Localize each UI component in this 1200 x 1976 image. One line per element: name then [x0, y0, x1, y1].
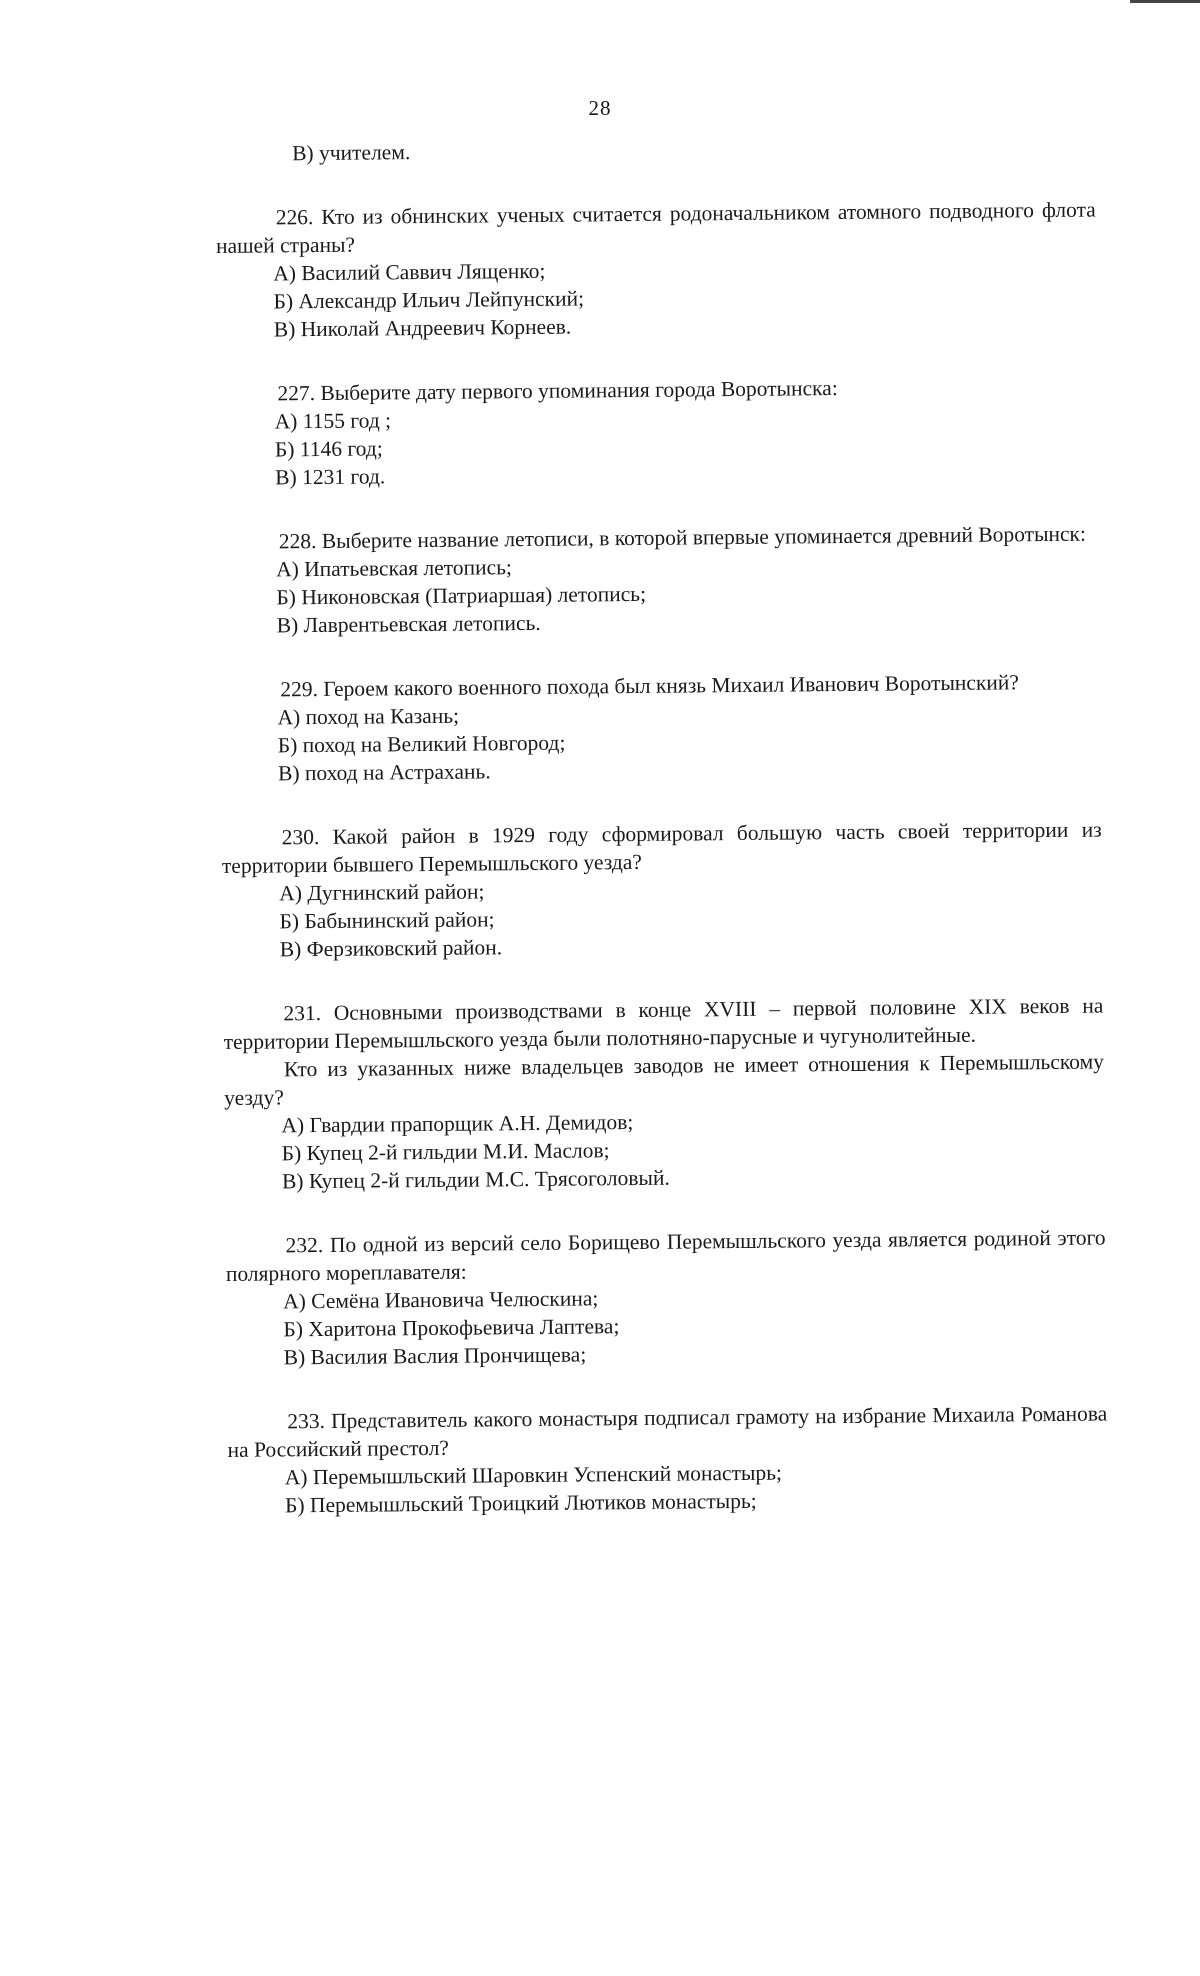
answer-options [218, 400, 1099, 492]
answer-option: Б) Купец 2-й гильдии М.И. Маслов; [281, 1138, 610, 1166]
answer-options [228, 1455, 1108, 1519]
answer-option: А) Семёна Ивановича Челюскина; [283, 1286, 599, 1314]
answer-options [226, 1279, 1107, 1371]
question-230 [222, 816, 1103, 964]
answer-option: А) поход на Казань; [277, 703, 460, 730]
answer-option: В) поход на Астрахань. [277, 759, 491, 786]
answer-option: Б) Перемышльский Троицкий Лютиков монастырь; [284, 1488, 757, 1518]
answer-options [222, 872, 1103, 964]
answer-option: Б) Харитона Прокофьевича Лаптева; [283, 1314, 620, 1342]
answer-option: А) Перемышльский Шаровкин Успенский монастырь; [284, 1460, 783, 1490]
answer-option: А) Гвардии прапорщик А.Н. Демидов; [281, 1110, 634, 1138]
answer-option: Б) поход на Великий Новгород; [277, 730, 566, 758]
question-text: 233. Представитель какого монастыря подписал грамоту на избрание Михаила Романова на Российский престол? [227, 1401, 1108, 1462]
question-229 [220, 668, 1101, 788]
answer-option: А) Ипатьевская летопись; [276, 555, 513, 582]
answer-option: А) Дугнинский район; [279, 879, 485, 906]
question-text: 226. Кто из обнинских ученых считается родоначальником атомного подводного флота нашей страны? [215, 197, 1096, 258]
answer-option: В) Лаврентьевская летопись. [276, 610, 541, 638]
answer-option: Б) 1146 год; [274, 436, 383, 462]
question-text: 230. Какой район в 1929 году сформировал большую часть своей территории из территории бывшего Перемышльского уезда? [221, 817, 1102, 878]
answer-option: Б) Никоновская (Патриаршая) летопись; [276, 581, 647, 610]
question-subtext: Кто из указанных ниже владельцев заводов не имеет отношения к Перемышльскому уезду? [224, 1049, 1105, 1110]
page-number: 28 [588, 96, 612, 120]
answer-option: В) Купец 2-й гильдии М.С. Трясоголовый. [281, 1165, 670, 1194]
answer-option: В) Василия Васлия Прончищева; [283, 1342, 587, 1370]
question-226 [216, 196, 1097, 344]
page-content [215, 132, 1109, 1556]
answer-option: Б) Александр Ильич Лейпунский; [273, 286, 585, 314]
question-text: 232. По одной из версий село Борищево Перемышльского уезда является родиной этого полярного мореплавателя: [225, 1225, 1106, 1286]
answer-option: В) Николай Андреевич Корнеев. [273, 314, 572, 342]
question-227 [217, 372, 1098, 492]
answer-option: В) Ферзиковский район. [279, 935, 503, 962]
answer-option: А) 1155 год ; [274, 408, 392, 434]
question-231 [223, 992, 1105, 1196]
question-text: 231. Основными производствами в конце XVIII – первой половине XIX веков на территории Перемышльского уезда были полотняно-парусные и чугунолитейные. [223, 993, 1104, 1054]
lead-answer: В) учителем. [292, 140, 411, 166]
answer-options [219, 548, 1100, 640]
answer-option: А) Василий Саввич Лященко; [273, 258, 546, 286]
answer-option: Б) Бабынинский район; [279, 907, 495, 934]
question-text: 228. Выберите название летописи, в которой впервые упоминается древний Воротынск: [278, 521, 1087, 554]
question-232 [225, 1224, 1106, 1372]
answer-options [216, 252, 1097, 344]
question-text: 227. Выберите дату первого упоминания города Воротынска: [277, 376, 838, 406]
question-text: 229. Героем какого военного похода был князь Михаил Иванович Воротынский? [280, 670, 1020, 702]
question-228 [219, 520, 1100, 640]
answer-option: В) 1231 год. [275, 464, 386, 490]
answer-options [224, 1104, 1105, 1196]
question-233 [227, 1399, 1108, 1519]
answer-options [220, 696, 1101, 788]
scan-corner-mark [1130, 0, 1200, 3]
